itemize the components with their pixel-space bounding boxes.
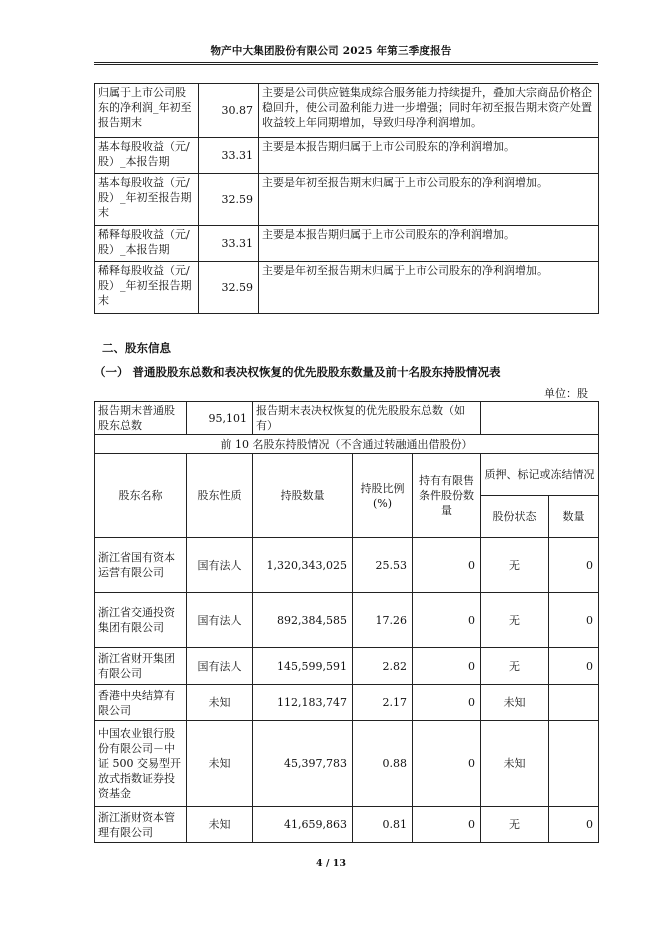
holder-nature: 未知 — [187, 807, 253, 843]
holder-ratio: 0.88 — [353, 721, 413, 807]
value-cell: 32.59 — [199, 174, 259, 226]
table-header-row — [95, 454, 599, 496]
col-header-status: 股份状态 — [481, 496, 549, 538]
col-header-pledge: 质押、标记或冻结情况 — [481, 454, 599, 496]
item-cell: 归属于上市公司股东的净利润_年初至报告期末 — [95, 84, 199, 138]
section-title: 二、股东信息 — [102, 341, 171, 355]
page-number: 4 / 13 — [316, 858, 346, 869]
item-cell: 稀释每股收益（元/股）_年初至报告期末 — [95, 262, 199, 314]
holder-restricted: 0 — [413, 685, 481, 721]
reason-cell: 主要是本报告期归属于上市公司股东的净利润增加。 — [259, 226, 599, 262]
holder-nature: 国有法人 — [187, 648, 253, 685]
table-row — [95, 226, 599, 262]
holder-shares: 45,397,783 — [253, 721, 353, 807]
holder-name: 浙江省国有资本运营有限公司 — [95, 538, 187, 593]
reason-cell: 主要是年初至报告期末归属于上市公司股东的净利润增加。 — [259, 174, 599, 226]
holder-ratio: 25.53 — [353, 538, 413, 593]
holder-ratio: 17.26 — [353, 593, 413, 648]
holder-restricted: 0 — [413, 538, 481, 593]
holder-name: 浙江省财开集团有限公司 — [95, 648, 187, 685]
holder-status: 无 — [481, 538, 549, 593]
holder-restricted: 0 — [413, 721, 481, 807]
holder-qty: 0 — [549, 807, 599, 843]
table-row — [95, 648, 599, 685]
holder-status: 无 — [481, 593, 549, 648]
table-row — [95, 435, 599, 454]
total-holders-value: 95,101 — [187, 402, 253, 435]
holder-ratio: 0.81 — [353, 807, 413, 843]
holder-qty: 0 — [549, 648, 599, 685]
holder-ratio: 2.17 — [353, 685, 413, 721]
holder-status: 未知 — [481, 721, 549, 807]
holder-nature: 国有法人 — [187, 538, 253, 593]
table-row — [95, 262, 599, 314]
holder-qty: 0 — [549, 538, 599, 593]
page-header: 物产中大集团股份有限公司 2025 年第三季度报告 — [210, 45, 452, 57]
holder-nature: 国有法人 — [187, 593, 253, 648]
item-cell: 基本每股收益（元/股）_年初至报告期末 — [95, 174, 199, 226]
top10-title: 前 10 名股东持股情况（不含通过转融通出借股份） — [95, 435, 599, 454]
col-header-restricted: 持有有限售条件股份数量 — [413, 454, 481, 538]
table-row — [95, 807, 599, 843]
section-subtitle: （一） 普通股股东总数和表决权恢复的优先股股东数量及前十名股东持股情况表 — [94, 365, 501, 379]
holder-name: 浙江省交通投资集团有限公司 — [95, 593, 187, 648]
value-cell: 32.59 — [199, 262, 259, 314]
table-row — [95, 84, 599, 138]
holder-qty — [549, 685, 599, 721]
holder-restricted: 0 — [413, 807, 481, 843]
col-header-name: 股东名称 — [95, 454, 187, 538]
holder-name: 中国农业银行股份有限公司－中证 500 交易型开放式指数证券投资基金 — [95, 721, 187, 807]
holder-ratio: 2.82 — [353, 648, 413, 685]
holder-qty: 0 — [549, 593, 599, 648]
table-row — [95, 174, 599, 226]
holder-restricted: 0 — [413, 593, 481, 648]
pref-holders-label: 报告期末表决权恢复的优先股股东总数（如有） — [253, 402, 481, 435]
col-header-qty: 数量 — [549, 496, 599, 538]
unit-label: 单位：股 — [544, 387, 588, 400]
indicator-change-table — [94, 83, 599, 314]
holder-restricted: 0 — [413, 648, 481, 685]
holder-status: 无 — [481, 648, 549, 685]
header-rule — [94, 64, 598, 65]
holder-nature: 未知 — [187, 685, 253, 721]
item-cell: 基本每股收益（元/股）_本报告期 — [95, 138, 199, 174]
item-cell: 稀释每股收益（元/股）_本报告期 — [95, 226, 199, 262]
holder-name: 浙江浙财资本管理有限公司 — [95, 807, 187, 843]
holder-status: 无 — [481, 807, 549, 843]
pref-holders-value — [481, 402, 599, 435]
table-row — [95, 721, 599, 807]
col-header-nature: 股东性质 — [187, 454, 253, 538]
table-row — [95, 138, 599, 174]
holder-qty — [549, 721, 599, 807]
reason-cell: 主要是公司供应链集成综合服务能力持续提升，叠加大宗商品价格企稳回升，使公司盈利能力进一步增强；同时年初至报告期末资产处置收益较上年同期增加，导致归母净利润增加。 — [259, 84, 599, 138]
header-rule — [94, 62, 598, 63]
holder-nature: 未知 — [187, 721, 253, 807]
total-holders-label: 报告期末普通股股东总数 — [95, 402, 187, 435]
value-cell: 30.87 — [199, 84, 259, 138]
table-row — [95, 402, 599, 435]
holder-shares: 41,659,863 — [253, 807, 353, 843]
shareholders-table — [94, 401, 599, 843]
holder-shares: 892,384,585 — [253, 593, 353, 648]
table-row — [95, 538, 599, 593]
reason-cell: 主要是年初至报告期末归属于上市公司股东的净利润增加。 — [259, 262, 599, 314]
holder-shares: 145,599,591 — [253, 648, 353, 685]
value-cell: 33.31 — [199, 138, 259, 174]
table-row — [95, 593, 599, 648]
col-header-ratio: 持股比例(%) — [353, 454, 413, 538]
holder-name: 香港中央结算有限公司 — [95, 685, 187, 721]
holder-shares: 112,183,747 — [253, 685, 353, 721]
reason-cell: 主要是本报告期归属于上市公司股东的净利润增加。 — [259, 138, 599, 174]
value-cell: 33.31 — [199, 226, 259, 262]
table-row — [95, 685, 599, 721]
holder-shares: 1,320,343,025 — [253, 538, 353, 593]
holder-status: 未知 — [481, 685, 549, 721]
col-header-shares: 持股数量 — [253, 454, 353, 538]
